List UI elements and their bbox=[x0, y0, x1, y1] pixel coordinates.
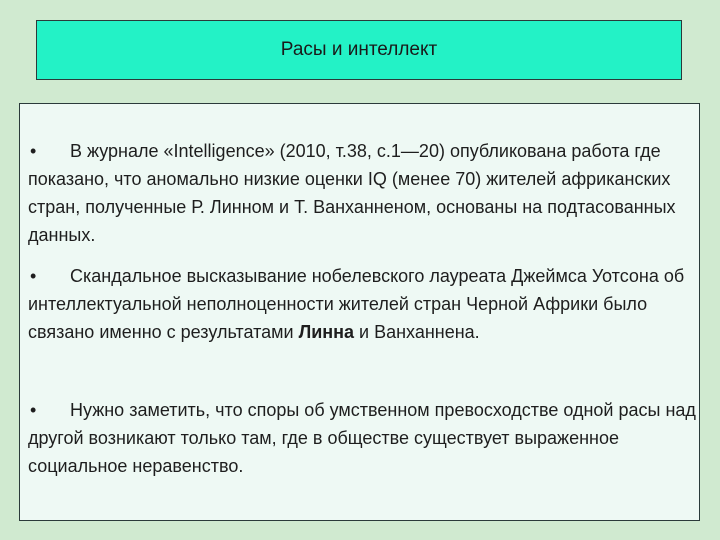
bullet-icon: • bbox=[30, 266, 37, 286]
paragraph-text-after: и Ванханнена. bbox=[354, 322, 480, 342]
paragraph-text: Нужно заметить, что споры об умственном превосходстве одной расы над другой возникают только там, где в обществе существует выраженное социальное неравенство. bbox=[28, 400, 696, 476]
title-box bbox=[36, 20, 682, 80]
bullet-paragraph-1 bbox=[28, 137, 698, 249]
bullet-icon: • bbox=[30, 400, 37, 420]
paragraph-text: В журнале «Intelligence» (2010, т.38, с.1—20) опубликована работа где показано, что аномально низкие оценки IQ (менее 70) жителей африканских стран, полученные Р. Линном и Т. Ванханненом, основаны на подтасованных данных. bbox=[28, 141, 676, 245]
content-box bbox=[19, 103, 700, 521]
paragraph-bold-text: Линна bbox=[298, 322, 355, 342]
bullet-paragraph-3 bbox=[28, 396, 698, 480]
bullet-icon: • bbox=[30, 141, 37, 161]
slide-title: Расы и интеллект bbox=[280, 39, 438, 60]
paragraph-text: Скандальное высказывание нобелевского лауреата Джеймса Уотсона об интеллектуальной неполноценности жителей стран Черной Африки было связано именно с результатами bbox=[28, 266, 685, 342]
bullet-paragraph-2 bbox=[28, 262, 698, 346]
